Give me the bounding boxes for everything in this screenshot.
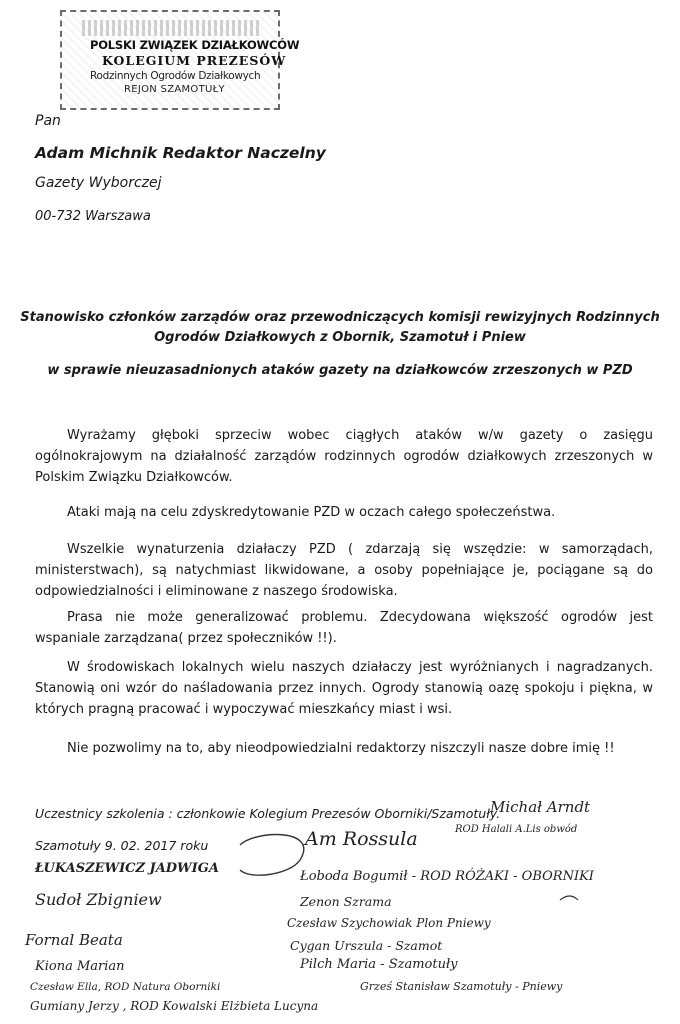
signature: Łoboda Bogumił - ROD RÓŻAKI - OBORNIKI (300, 869, 594, 884)
signature: Sudoł Zbigniew (35, 890, 162, 909)
signature: Gumiany Jerzy , ROD Kowalski Elżbieta Lucyna (30, 999, 319, 1013)
body-paragraph: Prasa nie może generalizować problemu. Zdecydowana większość ogrodów jest wspaniale zarządzana( przez społeczników !!). (35, 610, 653, 646)
signature: Michał Arndt (490, 798, 591, 816)
body-paragraph: Wszelkie wynaturzenia działaczy PZD ( zdarzają się wszędzie: w samorządach, ministerstwach), są natychmiast likwidowane, a osoby popełniające je, pociągane są do odpowiedzialności i eliminowane z naszego środowiska. (35, 542, 653, 599)
stamp-line-4: REJON SZAMOTUŁY (124, 84, 225, 95)
stamp-line-2: KOLEGIUM PREZESÓW (102, 53, 287, 68)
signature: Grześ Stanisław Szamotuły - Pniewy (360, 980, 563, 993)
addressee-address: 00-732 Warszawa (35, 209, 151, 224)
addressee-newspaper: Gazety Wyborczej (35, 175, 162, 191)
signature: Am Rossula (305, 828, 418, 850)
salutation: Pan (35, 113, 61, 129)
participants-line: Uczestnicy szkolenia : członkowie Kolegium Prezesów Oborniki/Szamotuły. (35, 806, 501, 821)
signature: Kiona Marian (35, 959, 125, 974)
signature: Pilch Maria - Szamotuły (300, 957, 458, 972)
body-paragraph: Wyrażamy głęboki sprzeciw wobec ciągłych ataków w/w gazety o zasięgu ogólnokrajowym na działalność zarządów rodzinnych ogrodów działkowych zrzeszonych w Polskim Związku Działkowców. (35, 428, 653, 485)
title-line-3: w sprawie nieuzasadnionych ataków gazety na działkowców zrzeszonych w PZD (47, 363, 633, 378)
signature: ROD Halali A.Lis obwód (455, 824, 578, 835)
signature: Czesław Ella, ROD Natura Oborniki (30, 981, 221, 993)
body-paragraph: Ataki mają na celu zdyskredytowanie PZD w oczach całego społeczeństwa. (67, 505, 556, 520)
title-line-2: Ogrodów Działkowych z Obornik, Szamotuł i Pniew (154, 330, 526, 345)
signature: ŁUKASZEWICZ JADWIGA (35, 861, 219, 876)
signature: Zenon Szrama (300, 894, 392, 909)
body-paragraph: Nie pozwolimy na to, aby nieodpowiedzialni redaktorzy niszczyli nasze dobre imię !! (67, 741, 615, 756)
signature-scribble (560, 896, 578, 900)
addressee-name: Adam Michnik Redaktor Naczelny (35, 144, 326, 162)
stamp-line-1: POLSKI ZWIĄZEK DZIAŁKOWCÓW (90, 38, 300, 52)
body-paragraph: W środowiskach lokalnych wielu naszych działaczy jest wyróżnianych i nagradzanych. Stanowią oni wzór do naśladowania przez innych. Ogrody stanowią oazę spokoju i piękna, w których pragną pracować i wypoczywać mieszkańcy miast i wsi. (35, 660, 653, 717)
signature: Fornal Beata (25, 931, 123, 949)
signature: Cygan Urszula - Szamot (290, 938, 443, 953)
signature-scribble (240, 835, 304, 876)
title-line-1: Stanowisko członków zarządów oraz przewodniczących komisji rewizyjnych Rodzinnych (20, 310, 660, 325)
place-date: Szamotuły 9. 02. 2017 roku (35, 838, 209, 853)
signature: Czesław Szychowiak Plon Pniewy (287, 916, 491, 930)
stamp-line-3: Rodzinnych Ogrodów Działkowych (90, 70, 261, 82)
